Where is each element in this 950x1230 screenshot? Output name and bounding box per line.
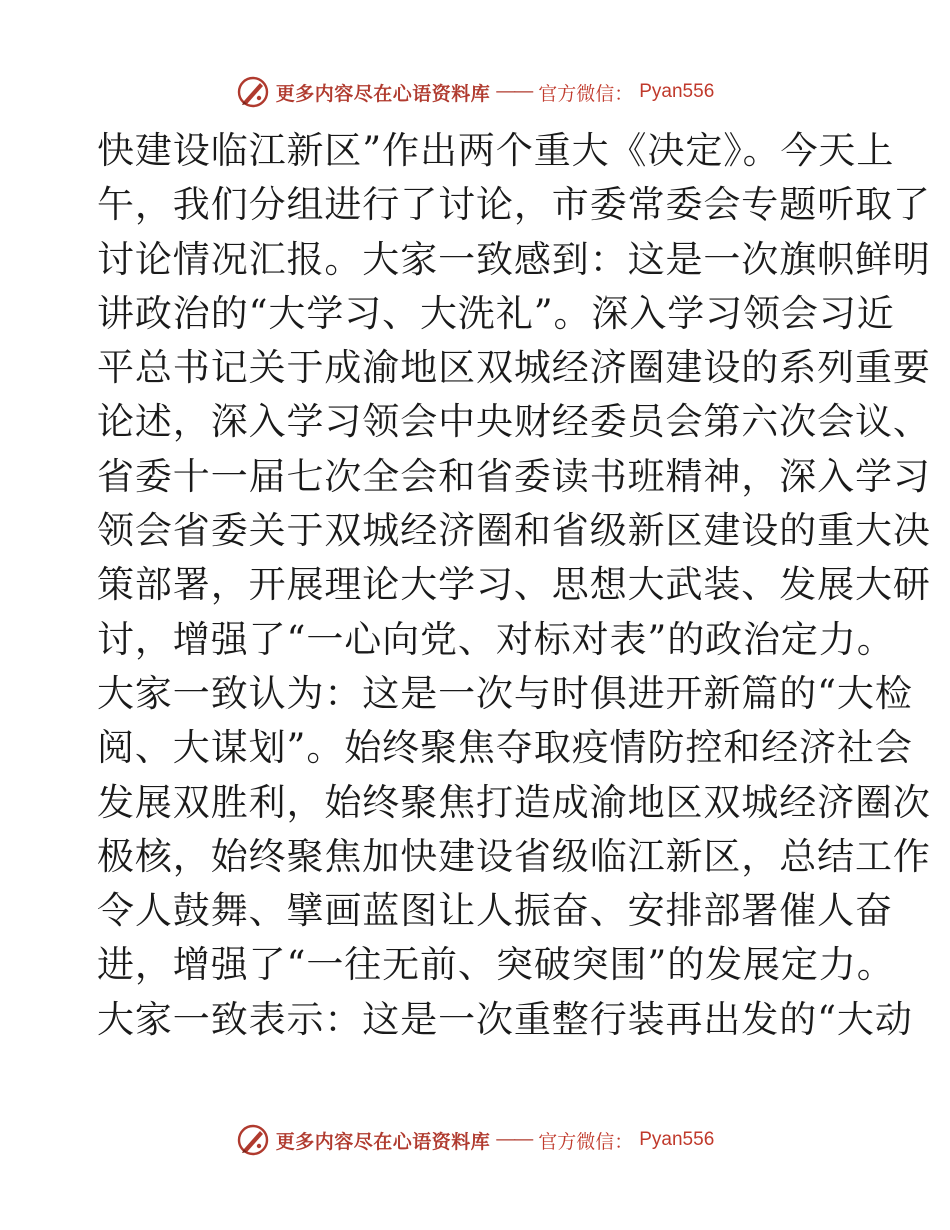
body-line-6: 论述，深入学习领会中央财经委员会第六次会议、 [97, 400, 931, 444]
header-brand-text: 更多内容尽在心语资料库 [275, 82, 491, 105]
header-separator: —— [496, 81, 533, 102]
body-line-5: 平总书记关于成渝地区双城经济圈建设的系列重要 [97, 346, 931, 390]
body-line-16: 进，增强了“一往无前、突破突围”的发展定力。 [97, 943, 895, 987]
body-line-9: 策部署，开展理论大学习、思想大武装、发展大研 [97, 563, 931, 607]
header-wechat-id: Pyan556 [639, 81, 715, 102]
body-line-10: 讨，增强了“一心向党、对标对表”的政治定力。 [97, 617, 895, 661]
body-line-8: 领会省委关于双城经济圈和省级新区建设的重大决 [97, 509, 931, 553]
header-wechat-label: 官方微信： [538, 82, 634, 105]
body-line-11: 大家一致认为：这是一次与时俱进开新篇的“大检 [97, 671, 913, 715]
body-line-12: 阅、大谋划”。始终聚焦夺取疫情防控和经济社会 [97, 726, 913, 770]
body-line-14: 极核，始终聚焦加快建设省级临江新区，总结工作 [97, 834, 931, 878]
footer-wechat-id: Pyan556 [639, 1129, 715, 1150]
pen-logo-icon [236, 75, 270, 109]
body-line-1: 快建设临江新区”作出两个重大《决定》。今天上 [97, 129, 895, 172]
footer-separator: —— [496, 1129, 533, 1150]
footer-wechat-label: 官方微信： [538, 1130, 634, 1153]
body-line-4: 讲政治的“大学习、大洗礼”。深入学习领会习近 [97, 291, 895, 335]
document-body [97, 124, 931, 1047]
body-line-13: 发展双胜利，始终聚焦打造成渝地区双城经济圈次 [97, 780, 931, 824]
body-line-3: 讨论情况汇报。大家一致感到：这是一次旗帜鲜明 [97, 237, 931, 281]
body-line-15: 令人鼓舞、擘画蓝图让人振奋、安排部署催人奋 [97, 889, 893, 933]
footer-brand-text: 更多内容尽在心语资料库 [275, 1130, 491, 1153]
body-line-7: 省委十一届七次全会和省委读书班精神，深入学习 [97, 454, 931, 498]
body-line-2: 午，我们分组进行了讨论，市委常委会专题听取了 [97, 183, 931, 227]
body-line-17: 大家一致表示：这是一次重整行装再出发的“大动 [97, 997, 913, 1041]
header-watermark-banner [0, 72, 950, 112]
pen-logo-icon [236, 1123, 270, 1157]
footer-watermark-banner [0, 1120, 950, 1160]
